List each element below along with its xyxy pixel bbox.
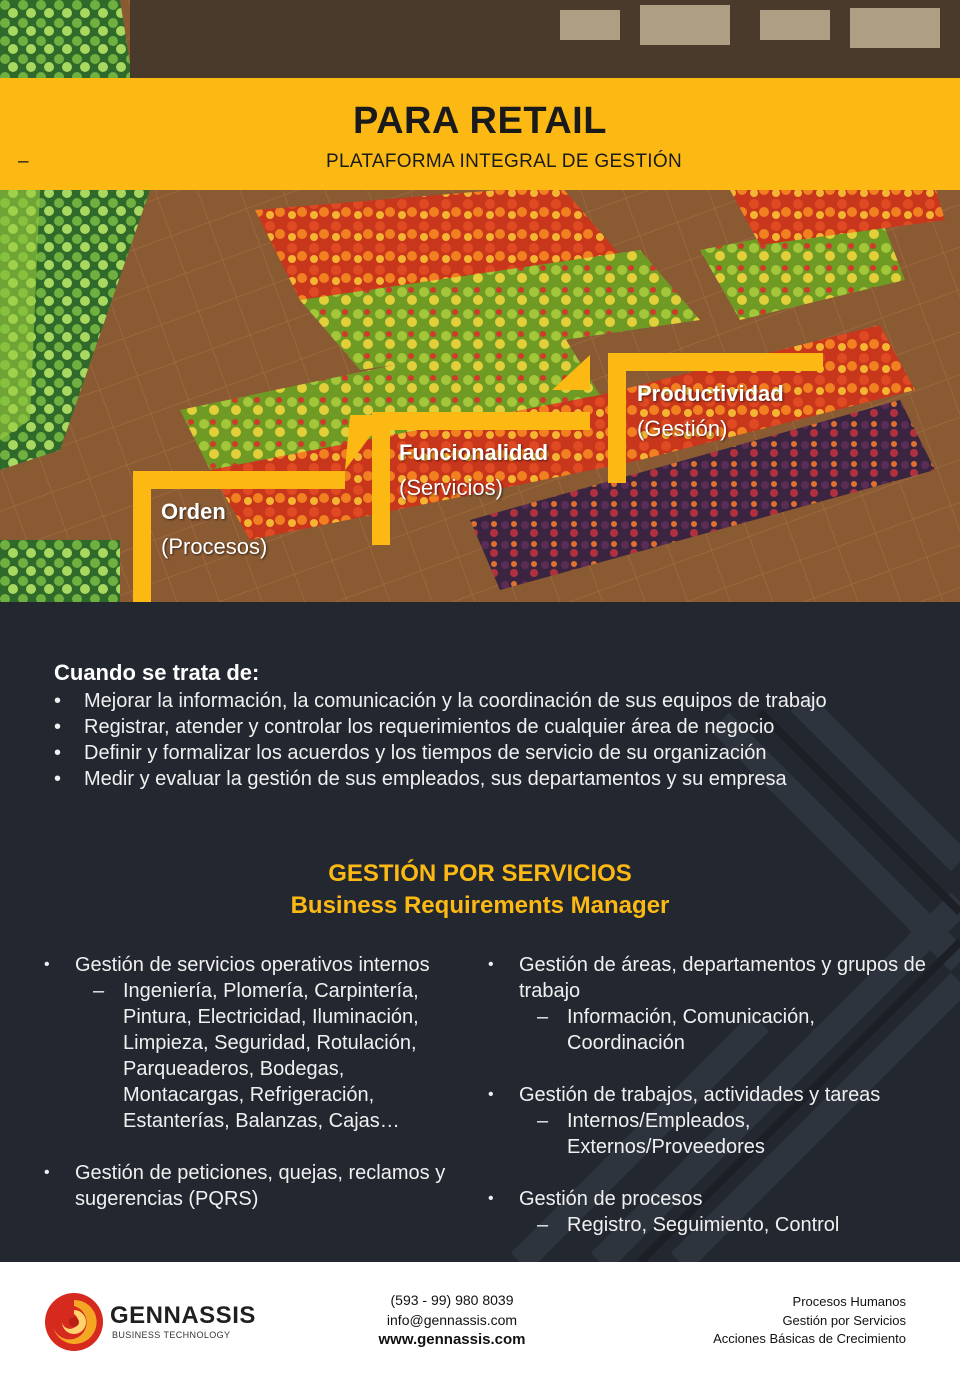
- brand-tagline: BUSINESS TECHNOLOGY: [112, 1330, 231, 1340]
- contact-block: [352, 1290, 552, 1350]
- phone-number[interactable]: (593 - 99) 980 8039: [390, 1292, 514, 1308]
- list-item: • Registrar, atender y controlar los requerimientos de cualquier área de negocio: [54, 714, 934, 740]
- list-item: • Definir y formalizar los acuerdos y los tiempos de servicio de su organización: [54, 740, 934, 766]
- email-link[interactable]: info@gennassis.com: [386, 1312, 518, 1328]
- list-item: • Mejorar la información, la comunicación y la coordinación de sus equipos de trabajo: [54, 688, 934, 714]
- area-item: Procesos Humanos: [792, 1294, 906, 1309]
- services-left-column: [44, 952, 454, 1238]
- content-section: [0, 602, 960, 1262]
- area-item: Gestión por Servicios: [782, 1312, 906, 1328]
- step-label: Orden: [161, 499, 226, 524]
- website-link[interactable]: www.gennassis.com: [378, 1331, 526, 1348]
- step-label: Funcionalidad: [399, 440, 549, 465]
- step-detail: (Servicios): [399, 475, 503, 500]
- step-productividad: [637, 376, 784, 446]
- brand-name: GENNASSIS: [110, 1302, 256, 1329]
- step-funcionalidad: [399, 435, 548, 505]
- services-subtitle: Business Requirements Manager: [290, 892, 670, 919]
- business-areas: [713, 1293, 906, 1349]
- company-logo[interactable]: [44, 1292, 256, 1352]
- hero-image: [0, 0, 960, 602]
- area-item: Acciones Básicas de Crecimiento: [713, 1331, 906, 1346]
- intro-heading: Cuando se trata de:: [54, 660, 260, 685]
- service-item-text: • Gestión de servicios operativos internos: [75, 954, 430, 976]
- step-detail: (Procesos): [161, 534, 268, 559]
- service-item: [488, 1186, 928, 1238]
- service-item-detail: – Registro, Seguimiento, Control: [519, 1212, 928, 1238]
- service-item-text: • Gestión de trabajos, actividades y tareas: [519, 1084, 881, 1106]
- intro-block: [54, 660, 934, 792]
- intro-list: [54, 688, 934, 792]
- service-item-text: • Gestión de áreas, departamentos y grupos de trabajo: [519, 954, 926, 1002]
- service-item: [488, 952, 928, 1056]
- footer: [0, 1262, 960, 1376]
- page-subtitle: – PLATAFORMA INTEGRAL DE GESTIÓN: [0, 151, 960, 173]
- title-banner: [0, 78, 960, 190]
- service-item-text: • Gestión de procesos: [519, 1188, 703, 1210]
- service-item-detail: – Información, Comunicación, Coordinación: [519, 1004, 928, 1056]
- list-item: • Medir y evaluar la gestión de sus empleados, sus departamentos y su empresa: [54, 766, 934, 792]
- spiral-logo-icon: [44, 1292, 104, 1352]
- services-right-column: [488, 952, 928, 1262]
- service-item: [44, 1160, 454, 1212]
- step-detail: (Gestión): [637, 416, 728, 441]
- page-title: PARA RETAIL: [353, 100, 607, 142]
- service-item-text: • Gestión de peticiones, quejas, reclamos y sugerencias (PQRS): [75, 1162, 446, 1210]
- service-item-detail: – Internos/Empleados, Externos/Proveedores: [519, 1108, 928, 1160]
- step-label: Productividad: [637, 381, 784, 406]
- step-orden: [161, 494, 267, 564]
- service-item: [44, 952, 454, 1134]
- service-item: [488, 1082, 928, 1160]
- services-title: GESTIÓN POR SERVICIOS: [328, 860, 632, 887]
- services-heading: [0, 858, 960, 922]
- service-item-detail: – Ingeniería, Plomería, Carpintería, Pintura, Electricidad, Iluminación, Limpieza, Seguridad, Rotulación, Parqueaderos, Bodegas, Montacargas, Refrigeración, Estanterías, Balanzas, Cajas…: [75, 978, 454, 1134]
